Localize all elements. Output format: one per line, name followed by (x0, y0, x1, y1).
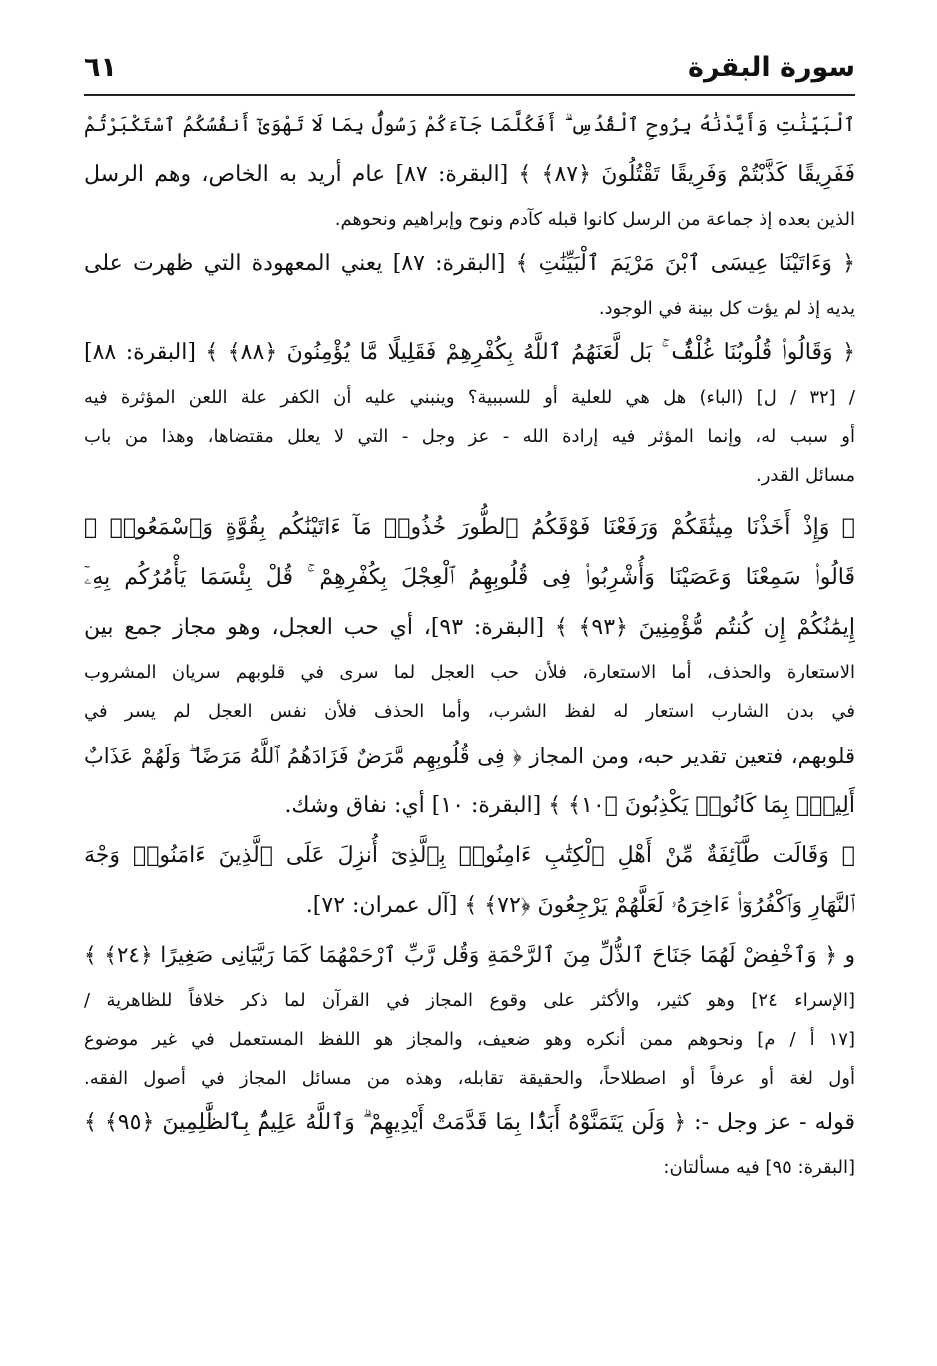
text-body (84, 100, 855, 1187)
text-line: ﴿ وَإِذْ أَخَذْنَا مِيثَٰقَكُمْ وَرَفَعْنَا فَوْقَكُمُ ٱلطُّورَ خُذُوا۟ مَآ ءَاتَيْنَٰكُم بِقُوَّةٍ وَٱسْمَعُوا۟ ۖ (84, 515, 855, 540)
text-line: أَلِيمٌۢ بِمَا كَانُوا۟ يَكْذِبُونَ ﴿١٠﴾ ﴾ [البقرة: ١٠] أي: نفاق وشك. (284, 793, 855, 818)
page-header (84, 44, 855, 90)
text-line: يديه إذ لم يؤت كل بينة في الوجود. (598, 298, 855, 319)
text-line: قَالُوا۟ سَمِعْنَا وَعَصَيْنَا وَأُشْرِبُوا۟ فِى قُلُوبِهِمُ ٱلْعِجْلَ بِكُفْرِهِمْ ۚ قُلْ بِئْسَمَا يَأْمُرُكُم بِهِۦٓ (84, 565, 855, 590)
paragraph-gap (84, 495, 855, 503)
text-line: ﴿ وَقَالُوا۟ قُلُوبُنَا غُلْفٌۢ ۚ بَل لَّعَنَهُمُ ٱللَّهُ بِكُفْرِهِمْ فَقَلِيلًا مَّا يُؤْمِنُونَ ﴿٨٨﴾ ﴾ [البقرة: ٨٨] (84, 340, 855, 365)
text-line: ٱلْبَيِّنَٰتِ وَأَيَّدْنَٰهُ بِرُوحِ ٱلْقُدُسِ ۗ أَفَكُلَّمَا جَآءَكُمْ رَسُولٌۢ بِمَا لَا تَهْوَىٰٓ أَنفُسُكُمُ ٱسْتَكْبَرْتُمْ (84, 113, 855, 136)
text-line: و ﴿ وَٱخْفِضْ لَهُمَا جَنَاحَ ٱلذُّلِّ مِنَ ٱلرَّحْمَةِ وَقُل رَّبِّ ٱرْحَمْهُمَا كَمَا رَبَّيَانِى صَغِيرًا ﴿٢٤﴾ ﴾ (84, 943, 855, 968)
text-line: قوله - عز وجل -: ﴿ وَلَن يَتَمَنَّوْهُ أَبَدًۢا بِمَا قَدَّمَتْ أَيْدِيهِمْ ۗ وَٱللَّهُ عَلِيمٌۢ بِٱلظَّٰلِمِينَ ﴿٩٥﴾ ﴾ (84, 1110, 855, 1135)
text-line: الذين بعده إذ جماعة من الرسل كانوا قبله كآدم ونوح وإبراهيم ونحوهم. (334, 209, 855, 230)
text-line: قلوبهم، فتعين تقدير حبه، ومن المجاز ﴿ فِى قُلُوبِهِم مَّرَضٌ فَزَادَهُمُ ٱللَّهُ مَرَضًا ۖ وَلَهُمْ عَذَابٌ (84, 744, 855, 768)
text-line: / [٣٢ / ل] (الباء) هل هي للعلية أو للسببية؟ وينبني عليه أن الكفر علة اللعن المؤثرة فيه (84, 387, 855, 408)
text-line: فَفَرِيقًا كَذَّبْتُمْ وَفَرِيقًا تَقْتُلُونَ ﴿٨٧﴾ ﴾ [البقرة: ٨٧] عام أريد به الخاص، وهم الرسل (84, 162, 855, 187)
text-line: ٱلنَّهَارِ وَٱكْفُرُوٓا۟ ءَاخِرَهُۥ لَعَلَّهُمْ يَرْجِعُونَ ﴿٧٢﴾ ﴾ [آل عمران: ٧٢]. (305, 893, 855, 918)
header-divider (84, 94, 855, 96)
text-line: ﴿ وَقَالَت طَّآئِفَةٌ مِّنْ أَهْلِ ٱلْكِتَٰبِ ءَامِنُوا۟ بِٱلَّذِىٓ أُنزِلَ عَلَى ٱلَّذِينَ ءَامَنُوا۟ وَجْهَ (84, 843, 855, 868)
text-line: أول لغة أو عرفاً أو اصطلاحاً، والحقيقة تقابله، وهذه من مسائل المجاز في أصول الفقه. (84, 1068, 855, 1089)
text-line: [البقرة: ٩٥] فيه مسألتان: (663, 1157, 855, 1178)
text-line: أو سبب له، وإنما المؤثر فيه إرادة الله - عز وجل - التي لا يعلل مقتضاها، وهذا من باب (84, 426, 855, 447)
text-line: ﴿ وَءَاتَيْنَا عِيسَى ٱبْنَ مَرْيَمَ ٱلْبَيِّنَٰتِ ﴾ [البقرة: ٨٧] يعني المعهودة التي ظهرت على (84, 251, 855, 276)
text-line: مسائل القدر. (756, 465, 855, 486)
text-line: [١٧ أ / م] ونحوهم ممن أنكره وهو ضعيف، والمجاز هو اللفظ المستعمل في غير موضوع (84, 1029, 855, 1050)
text-line: في بدن الشارب استعار له لفظ الشرب، وأما الحذف فلأن نفس العجل لم يسر في (84, 701, 855, 722)
surah-title: سورة البقرة (688, 51, 855, 83)
text-line: إِيمَٰنُكُمْ إِن كُنتُم مُّؤْمِنِينَ ﴿٩٣﴾ ﴾ [البقرة: ٩٣]، أي حب العجل، وهو مجاز جمع بين (84, 615, 855, 640)
text-line: [الإسراء ٢٤] وهو كثير، والأكثر على وقوع المجاز في القرآن لما ذكر خلافاً للظاهرية / (84, 990, 855, 1011)
text-line: الاستعارة والحذف، أما الاستعارة، فلأن حب العجل لما سرى في قلوبهم سريان المشروب (84, 662, 855, 683)
page-number: ٦١ (84, 51, 117, 83)
